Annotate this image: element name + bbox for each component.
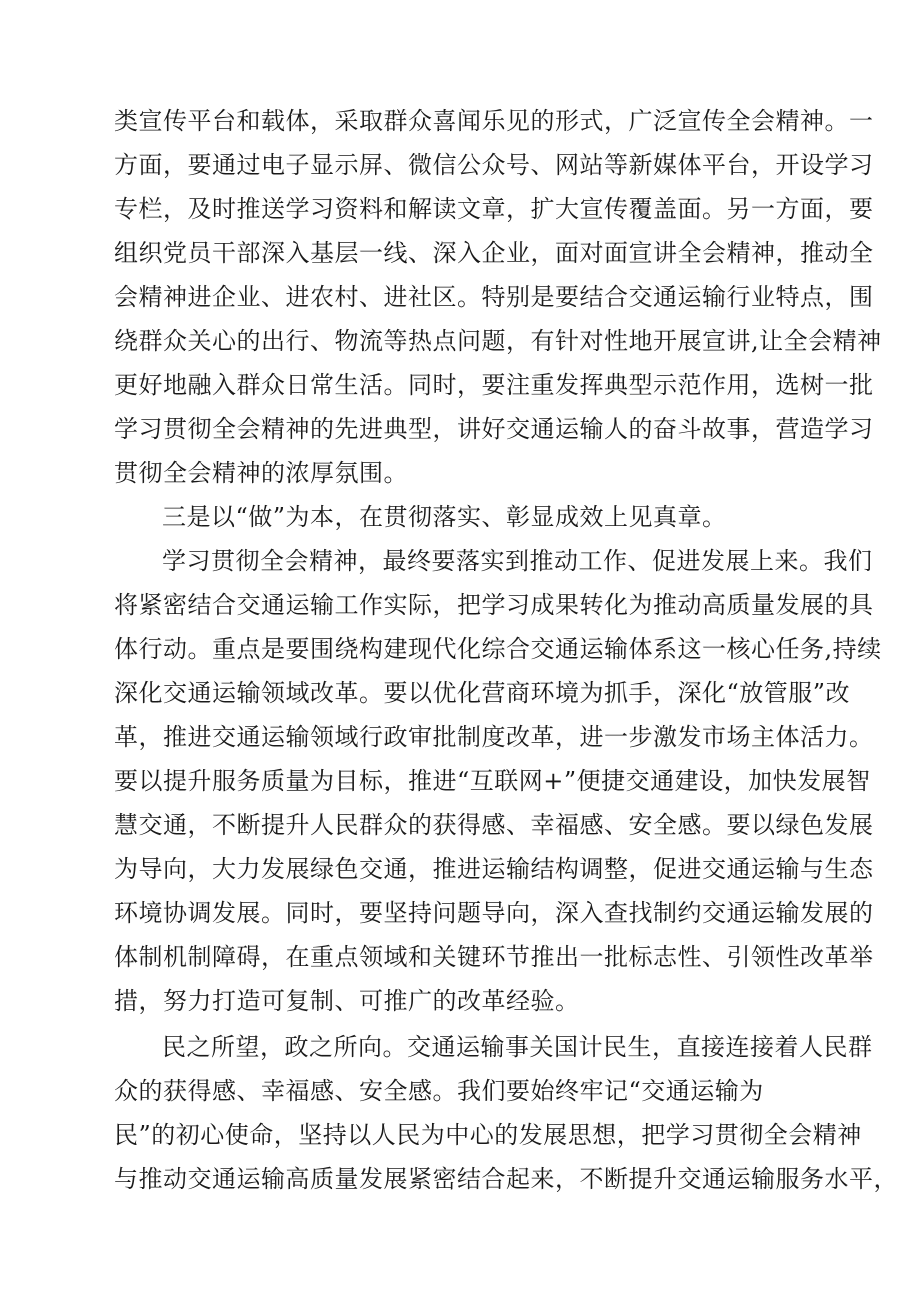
text-line: 体制机制障碍，在重点领域和关键环节推出一批标志性、引领性改革举 bbox=[114, 943, 874, 971]
text-line: 体行动。重点是要围绕构建现代化综合交通运输体系这一核心任务,持续 bbox=[114, 635, 882, 663]
text-line: 更好地融入群众日常生活。同时，要注重发挥典型示范作用，选树一批 bbox=[114, 371, 874, 399]
text-line: 将紧密结合交通运输工作实际，把学习成果转化为推动高质量发展的具 bbox=[114, 591, 874, 619]
text-line: 贯彻全会精神的浓厚氛围。 bbox=[114, 459, 408, 487]
text-line: 专栏，及时推送学习资料和解读文章，扩大宣传覆盖面。另一方面，要 bbox=[114, 195, 874, 223]
text-line: 要以提升服务质量为目标，推进“互联网+”便捷交通建设，加快发展智 bbox=[114, 767, 871, 795]
text-line: 民之所望，政之所向。交通运输事关国计民生，直接连接着人民群 bbox=[162, 1033, 873, 1061]
section-heading: 三是以“做”为本，在贯彻落实、彰显成效上见真章。 bbox=[162, 503, 727, 531]
text-line: 绕群众关心的出行、物流等热点问题，有针对性地开展宣讲,让全会精神 bbox=[114, 327, 882, 355]
text-line: 与推动交通运输高质量发展紧密结合起来，不断提升交通运输服务水平， bbox=[114, 1165, 898, 1193]
text-line: 方面，要通过电子显示屏、微信公众号、网站等新媒体平台，开设学习 bbox=[114, 151, 874, 179]
text-line: 慧交通，不断提升人民群众的获得感、幸福感、安全感。要以绿色发展 bbox=[114, 811, 874, 839]
text-line: 学习贯彻全会精神的先进典型，讲好交通运输人的奋斗故事，营造学习 bbox=[114, 415, 874, 443]
text-line: 革，推进交通运输领域行政审批制度改革，进一步激发市场主体活力。 bbox=[114, 723, 874, 751]
text-line: 深化交通运输领域改革。要以优化营商环境为抓手，深化“放管服”改 bbox=[114, 679, 851, 707]
text-line: 为导向，大力发展绿色交通，推进运输结构调整，促进交通运输与生态 bbox=[114, 855, 874, 883]
text-line: 会精神进企业、进农村、进社区。特别是要结合交通运输行业特点，围 bbox=[114, 283, 874, 311]
text-line: 众的获得感、幸福感、安全感。我们要始终牢记“交通运输为 bbox=[114, 1077, 764, 1105]
text-line: 民”的初心使命，坚持以人民为中心的发展思想，把学习贯彻全会精神 bbox=[114, 1121, 862, 1149]
text-line: 组织党员干部深入基层一线、深入企业，面对面宣讲全会精神，推动全 bbox=[114, 239, 874, 267]
text-line: 学习贯彻全会精神，最终要落实到推动工作、促进发展上来。我们 bbox=[162, 547, 873, 575]
text-line: 类宣传平台和载体，采取群众喜闻乐见的形式，广泛宣传全会精神。一 bbox=[114, 107, 874, 135]
text-line: 措，努力打造可复制、可推广的改革经验。 bbox=[114, 987, 580, 1015]
text-line: 环境协调发展。同时，要坚持问题导向，深入查找制约交通运输发展的 bbox=[114, 899, 874, 927]
